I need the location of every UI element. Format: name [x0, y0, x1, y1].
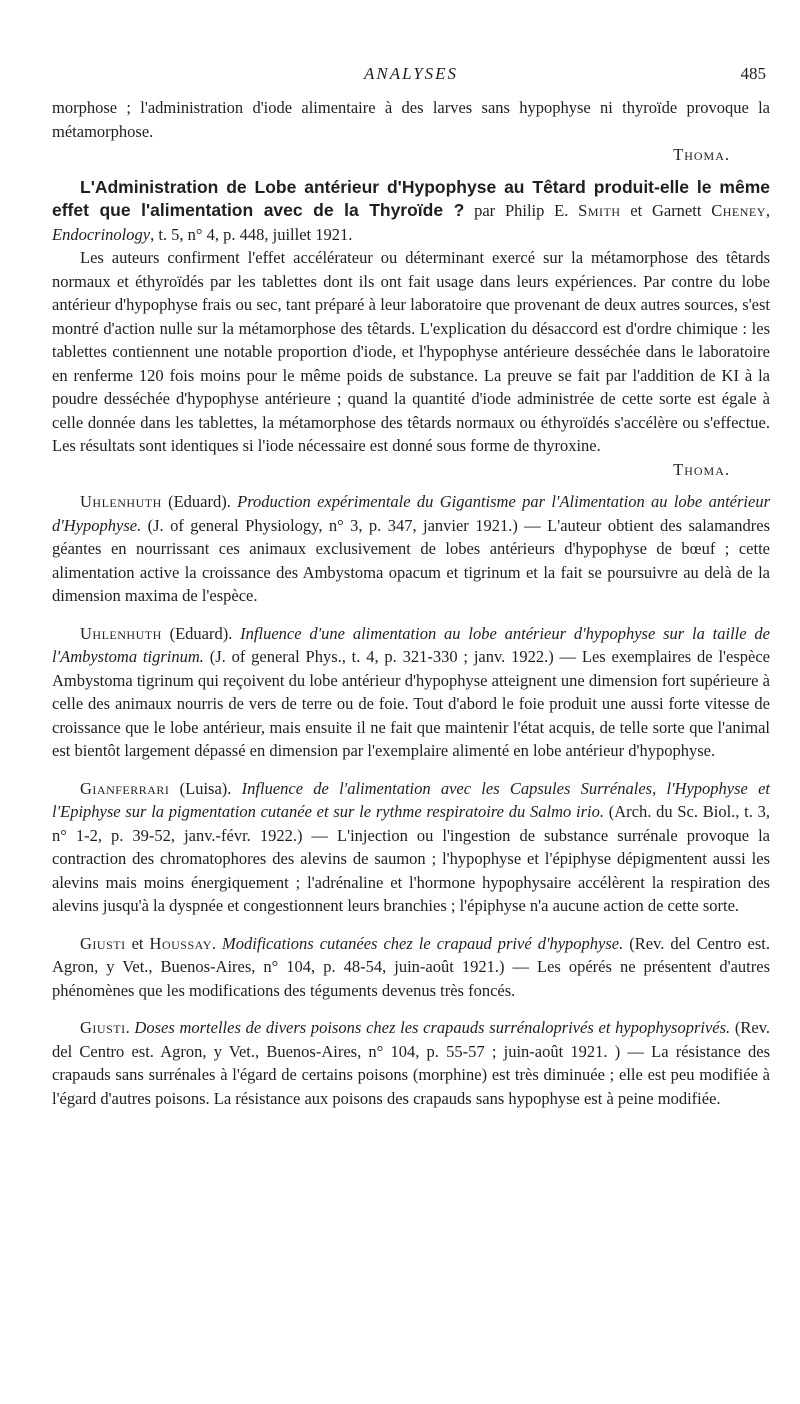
abstract-continuation	[52, 96, 770, 167]
byline-text: .	[125, 1018, 135, 1037]
article-title: Production expérimentale du Gigantisme par l'Alimentation au lobe antérieur d'Hypophyse.	[52, 492, 770, 535]
abstract-signature: Thoma.	[673, 145, 730, 164]
abstract-heading	[52, 176, 770, 247]
author-given-name: (Luisa).	[169, 778, 242, 798]
abstract-signature: Thoma.	[673, 459, 730, 479]
abstract-text: Les opérés ne présentent d'autres phénomènes que les modifications des téguments devenus très foncés.	[52, 957, 770, 1000]
author-given-name: (Eduard).	[161, 623, 241, 643]
abstract-entry	[52, 1016, 770, 1110]
citation: (Rev. del Centro est. Agron, y Vet., Buenos-Aires, n° 104, p. 55-57 ; juin-août 1921. ) —	[52, 1018, 771, 1061]
journal-name: Endocrinology	[52, 224, 151, 244]
abstract-text: Les auteurs confirment l'effet accélérateur ou déterminant exercé sur la métamorphose des têtards normaux et éthyroïdés par les tablettes dont ils ont fait usage dans leurs expériences. Par contre du lobe antérieur d'hypophyse frais ou sec, tant préparé à leur laboratoire que provenant de deux autres sources, s'est montré d'action nulle sur la métamorphose des têtards. L'explication du désaccord est d'ordre chimique : les tablettes contiennent une notable proportion d'iode, et l'hypophyse antérieure desséchée dans le laboratoire en renferme 120 fois moins pour le même poids de substance. La preuve se fait par l'addition de KI à la poudre desséchée d'hypophyse antérieure ; quand la quantité d'iode administrée de cette sorte est égale à celle donnée dans les tablettes, la métamorphose des têtards normaux ou éthyroïdés s'accélère ou s'effectue. Les résultats sont identiques si l'iode nécessaire est donné sous forme de thyroxine.	[52, 248, 770, 455]
abstract-uhlenhuth-2	[52, 622, 770, 763]
abstract-gianferrari	[52, 777, 770, 918]
author-name: Cheney	[711, 201, 766, 220]
byline-text: .	[211, 933, 223, 953]
page-number: 485	[740, 64, 766, 83]
author-name: Uhlenhuth	[80, 623, 162, 643]
author-name: Giusti	[80, 1018, 126, 1037]
abstract-entry	[52, 777, 770, 918]
author-name: Giusti	[80, 933, 126, 953]
article-title: L'Administration de Lobe antérieur d'Hypophyse au Têtard produit-elle le même effet que l'alimentation avec de la Thyroïde ?	[52, 176, 770, 220]
author-given-name: (Eduard).	[161, 492, 238, 511]
byline-text: et Garnett	[620, 201, 712, 220]
abstract-giusti	[52, 1016, 770, 1110]
article-title: Doses mortelles de divers poisons chez les crapauds surrénaloprivés et hypophysoprivés.	[134, 1018, 731, 1037]
abstract-text: L'auteur obtient des salamandres géantes en nourrissant ces animaux exclusivement de lobes antérieurs d'hypophyse de bœuf ; cette alimentation active la croissance des Ambystoma opacum et tigrinum et la fait se poursuivre au delà de la dimension maxima de l'espèce.	[52, 515, 771, 605]
byline-text: et	[125, 933, 150, 953]
author-name: Houssay	[149, 933, 212, 953]
abstract-giusti-houssay	[52, 932, 770, 1003]
running-head	[52, 0, 770, 83]
abstract-entry	[52, 490, 770, 608]
abstract-text: morphose ; l'administration d'iode alimentaire à des larves sans hypophyse ni thyroïde provoque la métamorphose.	[52, 98, 770, 141]
body-text	[52, 96, 770, 1110]
article-title: Modifications cutanées chez le crapaud privé d'hypophyse.	[222, 933, 624, 953]
abstract-uhlenhuth-1	[52, 490, 770, 608]
abstract-smith-cheney	[52, 176, 770, 482]
author-name: Uhlenhuth	[80, 492, 162, 511]
abstract-entry	[52, 932, 770, 1003]
author-name: Gianferrari	[80, 778, 170, 798]
byline-text: par Philip E.	[464, 201, 579, 220]
abstract-text: Les exemplaires de l'espèce Ambystoma tigrinum qui reçoivent du lobe antérieur d'hypophyse atteignent une dimension fort supérieure à celle des animaux nourris de vers de terre ou de foie. Tout d'abord le foie produit une aussi forte vitesse de croissance que le lobe antérieur, mais ensuite il ne fait que maintenir l'état acquis, de telle sorte que l'animal est bientôt largement dépassé en dimension par l'exemplaire alimenté en lobe antérieur d'hypophyse.	[52, 647, 770, 760]
abstract-text: L'injection ou l'ingestion de substance surrénale provoque la contraction des chromatophores des alevins de saumon ; l'hypophyse et l'épiphyse dépigmentent aussi les alevins mais moins énergiquement ; l'adrénaline et l'hormone hypophysaire accélèrent la respiration des alevins jusqu'à la dyspnée et congestionnent leurs branchies ; l'épiphyse n'a aucune action de cette sorte.	[52, 825, 770, 915]
article-title: Influence de l'alimentation avec les Capsules Surrénales, l'Hypophyse et l'Epiphyse sur la pigmentation cutanée et sur le rythme respiratoire du Salmo irio.	[52, 778, 771, 821]
running-title: ANALYSES	[363, 64, 459, 83]
abstract-text: La résistance des crapauds sans surrénales à l'égard de certains poisons (morphine) est très diminuée ; elle est peu modifiée à l'égard d'autres poisons. La résistance aux poisons des crapauds sans hypophyse est à peine modifiée.	[52, 1041, 770, 1108]
byline-text: ,	[765, 201, 771, 220]
abstract-entry	[52, 622, 770, 763]
citation: (J. of general Physiology, n° 3, p. 347, janvier 1921.) —	[141, 515, 548, 535]
citation: (Rev. del Centro est. Agron, y Vet., Buenos-Aires, n° 104, p. 48-54, juin-août 1921.) —	[52, 933, 770, 976]
citation: , t. 5, n° 4, p. 448, juillet 1921.	[150, 224, 353, 244]
article-title: Influence d'une alimentation au lobe antérieur d'hypophyse sur la taille de l'Ambystoma tigrinum.	[52, 623, 770, 666]
citation: (Arch. du Sc. Biol., t. 3, n° 1-2, p. 39-52, janv.-févr. 1922.) —	[52, 802, 770, 845]
author-name: Smith	[578, 201, 621, 220]
citation: (J. of general Phys., t. 4, p. 321-330 ; janv. 1922.) —	[203, 647, 582, 666]
